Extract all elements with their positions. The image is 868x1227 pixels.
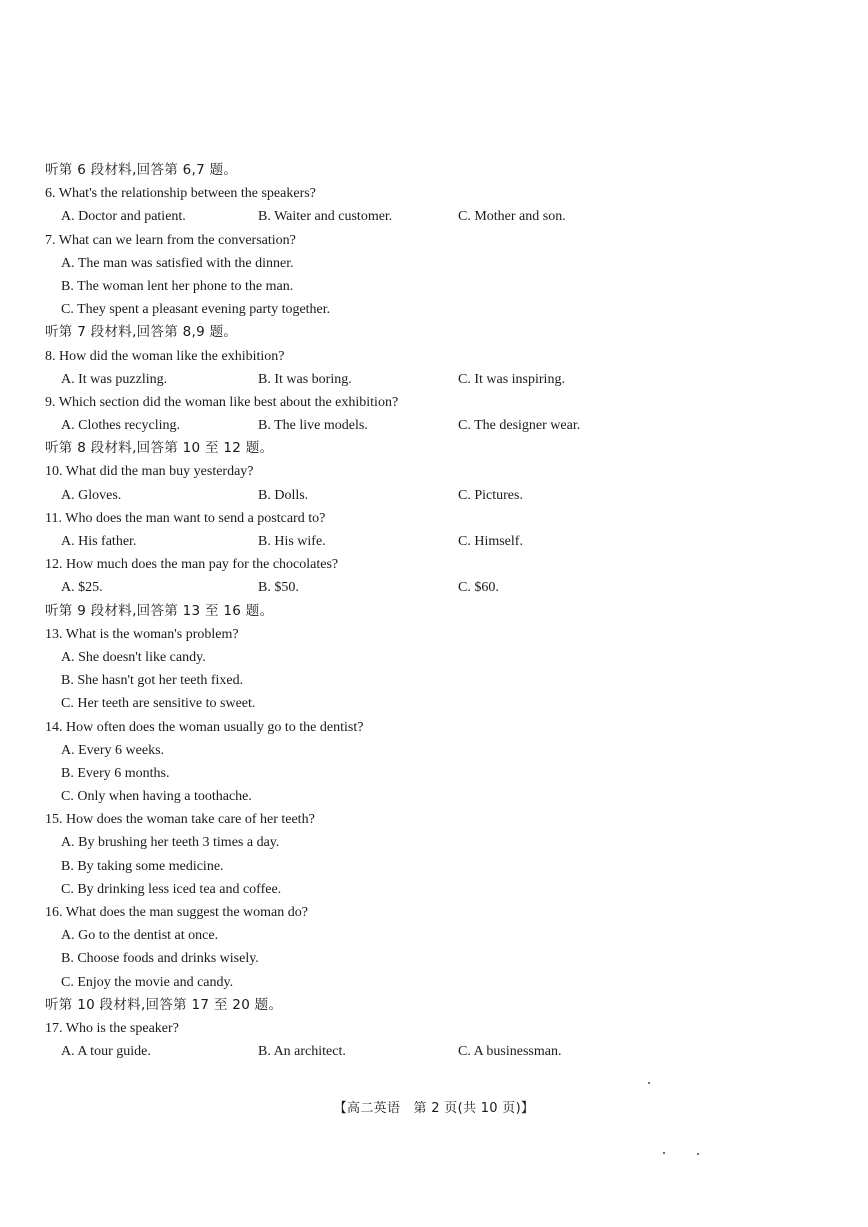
answer-option: B. Every 6 months. — [61, 765, 170, 781]
answer-option: C. Her teeth are sensitive to sweet. — [61, 696, 256, 712]
answer-option: B. Choose foods and drinks wisely. — [61, 951, 259, 967]
question-stem: 11. Who does the man want to send a postcard to? — [45, 510, 326, 526]
exam-content — [45, 159, 845, 1063]
option-row — [45, 205, 845, 228]
question-stem: 9. Which section did the woman like best about the exhibition? — [45, 394, 399, 410]
option-row — [45, 530, 845, 553]
scan-speck — [663, 1152, 665, 1154]
answer-option: B. She hasn't got her teeth fixed. — [61, 673, 244, 689]
answer-option: B. By taking some medicine. — [61, 858, 224, 874]
option-row — [45, 368, 845, 391]
question-stem: 12. How much does the man pay for the chocolates? — [45, 557, 339, 573]
option-row — [45, 576, 845, 599]
answer-option: A. $25. — [61, 580, 103, 596]
answer-option: A. It was puzzling. — [61, 371, 168, 387]
answer-option: C. Enjoy the movie and candy. — [61, 974, 234, 990]
page-footer: 【高二英语 第 2 页(共 10 页)】 — [333, 1101, 535, 1116]
answer-option: B. It was boring. — [258, 371, 352, 387]
question-stem: 15. How does the woman take care of her teeth? — [45, 812, 315, 828]
question-stem: 10. What did the man buy yesterday? — [45, 464, 254, 480]
question-stem: 16. What does the man suggest the woman do? — [45, 905, 308, 920]
question-stem: 7. What can we learn from the conversation? — [45, 232, 296, 248]
answer-option: A. Gloves. — [61, 487, 122, 503]
answer-option: C. Pictures. — [458, 487, 523, 503]
answer-option: C. The designer wear. — [458, 418, 581, 434]
answer-option: B. Waiter and customer. — [258, 209, 393, 225]
answer-option: C. Only when having a toothache. — [61, 789, 252, 805]
question-stem: 8. How did the woman like the exhibition? — [45, 348, 285, 364]
section-header: 听第 7 段材料,回答第 8,9 题。 — [45, 324, 238, 341]
answer-option: C. It was inspiring. — [458, 371, 565, 387]
answer-option: C. Himself. — [458, 534, 523, 549]
option-row — [45, 1040, 845, 1063]
option-row — [45, 484, 845, 507]
scan-speck — [648, 1082, 650, 1084]
answer-option: C. Mother and son. — [458, 209, 566, 225]
answer-option: A. Every 6 weeks. — [61, 742, 165, 758]
answer-option: C. They spent a pleasant evening party together. — [61, 302, 331, 318]
answer-option: A. His father. — [61, 534, 137, 549]
answer-option: B. Dolls. — [258, 487, 309, 503]
answer-option: A. The man was satisfied with the dinner. — [61, 255, 294, 271]
scan-speck — [697, 1153, 699, 1155]
answer-option: A. She doesn't like candy. — [61, 649, 206, 665]
answer-option: B. His wife. — [258, 534, 326, 549]
answer-option: C. By drinking less iced tea and coffee. — [61, 881, 282, 897]
section-header: 听第 8 段材料,回答第 10 至 12 题。 — [45, 440, 274, 457]
section-header: 听第 9 段材料,回答第 13 至 16 题。 — [45, 602, 274, 619]
answer-option: B. The live models. — [258, 418, 368, 434]
answer-option: A. Clothes recycling. — [61, 418, 180, 434]
answer-option: C. A businessman. — [458, 1044, 562, 1060]
answer-option: A. Doctor and patient. — [61, 209, 186, 225]
question-stem: 6. What's the relationship between the speakers? — [45, 186, 316, 202]
answer-option: B. An architect. — [258, 1044, 346, 1060]
answer-option: B. $50. — [258, 580, 299, 596]
question-stem: 14. How often does the woman usually go to the dentist? — [45, 719, 364, 735]
answer-option: B. The woman lent her phone to the man. — [61, 278, 294, 294]
answer-option: C. $60. — [458, 580, 499, 596]
answer-option: A. By brushing her teeth 3 times a day. — [61, 835, 280, 851]
question-stem: 13. What is the woman's problem? — [45, 626, 239, 642]
option-row — [45, 414, 845, 437]
question-stem: 17. Who is the speaker? — [45, 1020, 179, 1036]
section-header: 听第 6 段材料,回答第 6,7 题。 — [45, 162, 238, 178]
answer-option: A. Go to the dentist at once. — [61, 928, 219, 944]
section-header: 听第 10 段材料,回答第 17 至 20 题。 — [45, 996, 283, 1013]
answer-option: A. A tour guide. — [61, 1044, 151, 1060]
